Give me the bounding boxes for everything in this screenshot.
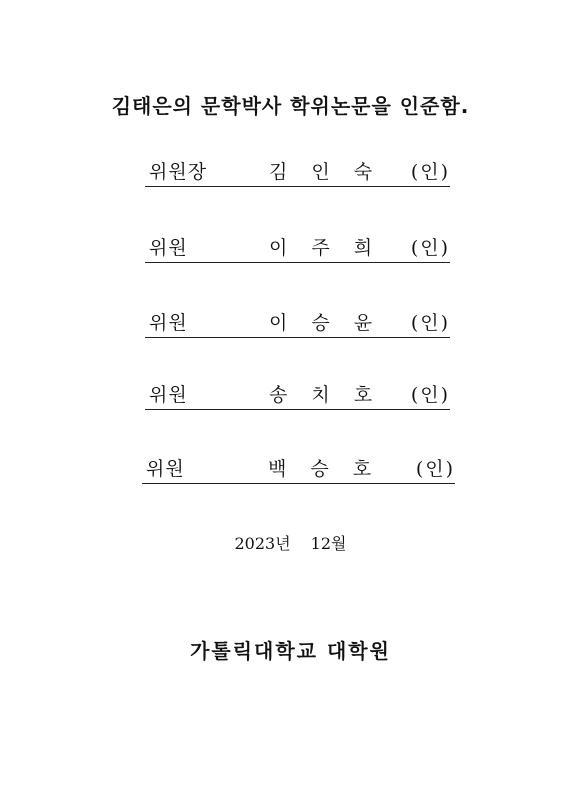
seal-mark: (인) bbox=[415, 458, 455, 480]
committee-row-chair bbox=[145, 158, 450, 187]
committee-role: 위원 bbox=[149, 237, 188, 259]
committee-role: 위원 bbox=[146, 458, 185, 480]
seal-mark: (인) bbox=[410, 384, 450, 406]
seal-mark: (인) bbox=[410, 161, 450, 183]
committee-role: 위원장 bbox=[149, 161, 208, 183]
seal-mark: (인) bbox=[410, 237, 450, 259]
committee-member-name: 이 주 희 bbox=[269, 237, 382, 259]
approval-year: 2023년 bbox=[234, 534, 291, 553]
committee-row-member-3 bbox=[145, 381, 450, 410]
approval-month: 12월 bbox=[310, 534, 347, 553]
committee-role: 위원 bbox=[149, 384, 188, 406]
committee-role: 위원 bbox=[149, 312, 188, 334]
committee-member-name: 송 치 호 bbox=[269, 384, 382, 406]
seal-mark: (인) bbox=[410, 312, 450, 334]
committee-member-name: 김 인 숙 bbox=[269, 161, 382, 183]
approval-date bbox=[0, 531, 581, 554]
approval-title: 김태은의 문학박사 학위논문을 인준함. bbox=[111, 94, 470, 118]
committee-row-member-4 bbox=[142, 455, 455, 484]
university-name: 가톨릭대학교 대학원 bbox=[190, 639, 391, 663]
committee-row-member-2 bbox=[145, 309, 450, 338]
committee-member-name: 백 승 호 bbox=[268, 458, 381, 480]
committee-row-member-1 bbox=[145, 234, 450, 263]
committee-member-name: 이 승 윤 bbox=[269, 312, 382, 334]
